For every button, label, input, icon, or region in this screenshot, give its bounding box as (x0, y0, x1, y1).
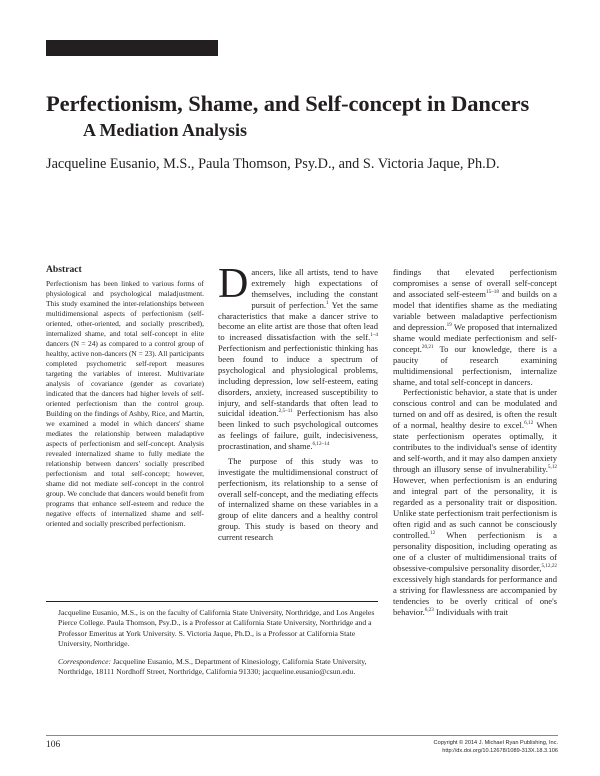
citation: 19 (446, 321, 452, 328)
text-run: Perfectionism and perfectionistic thinking has been found to induce a spectrum of psychological and physiological problems, including depression, low self-esteem, eating disorders, anxiety, increased susceptibility to injury, and self-standards that often lead to suicidal ideation. (218, 343, 378, 419)
footer-divider (46, 735, 558, 736)
citation: 20,21 (421, 343, 434, 350)
citation: 6,23 (424, 606, 434, 613)
continued-paragraph (393, 267, 557, 387)
abstract-body (46, 279, 204, 529)
citation: 6,12–14 (312, 441, 330, 448)
text-run: Yet the same characteristics that make a dancer strive to become an elite artist are those that often lead to increased dissatisfaction with the self. (218, 299, 378, 343)
copyright-block (434, 739, 558, 755)
doi-link[interactable]: http://dx.doi.org/10.12678/1089-313X.18.3.106 (442, 748, 558, 754)
text-run: findings that elevated perfectionism compromises a sense of overall self-concept and associated self-esteem (393, 267, 557, 299)
abstract-text: Perfectionism has been linked to various forms of physiological and psychological maladjustment. This study examined the inter-relationships between multidimensional aspects of perfectionism (self-oriented, other-oriented, and socially prescribed), internalized shame, and total self-concept in elite dancers (N = 24) as compared to a control group of healthy, active non-dancers (N = 23). All participants completed psychometric self-report measures targeting the variables of interest. Multivariate analysis of covariance (gender as covariate) indicated that the dancers had higher levels of self-oriented perfectionism than the control group. Building on the findings of Ashby, Rice, and Martin, we examined a model in which dancers' shame mediates the relationship between maladaptive aspects of perfectionism and self-concept. Analysis revealed internalized shame to fully mediate the relationship between dancers' socially prescribed perfectionism and total self-concept; however, shame did not mediate self-concept in the control group. We conclude that dancers would benefit from programs that enhance self-esteem and reduce the negative effects of internalized shame and self-oriented and socially prescribed perfectionism. (46, 279, 204, 528)
affiliation-text: Jacqueline Eusanio, M.S., is on the faculty of California State University, Northridge, and Los Angeles Pierce College. Paula Thomson, Psy.D., is a Professor at California State University, Northridge and a Professor Emeritus at York University. S. Victoria Jaque, Ph.D., is a Professor at California State University, Northridge. (58, 608, 375, 649)
article-title: Perfectionism, Shame, and Self-concept in Dancers (46, 91, 530, 116)
text-run: ancers, like all artists, tend to have extremely high expectations of themselves, including the constant pursuit of perfection. (251, 267, 378, 310)
copyright-notice: Copyright © 2014 J. Michael Ryan Publishing, Inc. (433, 740, 558, 746)
text-run: When state perfectionism operates optimally, it contributes to the individual's sense of identity and self-worth, and it may also dampen anxiety through an illusory sense of invulnerability. (393, 420, 557, 475)
text-run: Perfectionistic behavior, a state that is under conscious control and can be modulated and turned on and off as desired, is often the result of a normal, healthy desire to excel. (393, 387, 557, 431)
text-run: Perfectionism has also been linked to such psychological outcomes as feelings of failure, guilt, indecisiveness, procrastination, and shame. (218, 408, 378, 451)
text-run: and builds on a model that identifies shame as the mediating variable between maladaptive perfectionism and depression. (393, 288, 557, 332)
citation: 1–4 (370, 332, 378, 339)
perfectionism-paragraph (393, 387, 557, 617)
body-column-2 (393, 267, 557, 618)
citation: 1 (326, 299, 329, 306)
text-run: Individuals with trait (433, 606, 509, 617)
text-run: However, when perfectionism is an enduring and integral part of the personality, it is regarded as a personality trait or disposition. Unlike state perfectionism trait perfectionism is often rigid and as such cannot be consciously controlled. (393, 475, 557, 540)
header-bar (46, 40, 218, 56)
citation: 6,12 (524, 420, 534, 427)
body-column-1 (218, 261, 378, 543)
purpose-paragraph: The purpose of this study was to investigate the multidimensional construct of perfectionism, its relationship to a sense of overall self-concept, and the mediating effects of internalized shame on these variables in a group of elite dancers and a healthy control group. This study is based on theory and current research (218, 455, 378, 542)
affiliation-block (58, 608, 376, 677)
text-run: We proposed that internalized shame would mediate perfectionism and self-concept. (393, 321, 557, 354)
abstract-heading: Abstract (46, 264, 82, 275)
text-run: excessively high standards for performance and a striving for flawlessness are accompanied by tendencies to be overly critical of one's behavior. (393, 573, 557, 617)
correspondence-label: Correspondence: (58, 656, 112, 666)
affiliation-divider (46, 601, 378, 602)
intro-paragraph (218, 261, 378, 452)
citation: 2,5–11 (278, 408, 293, 415)
article-subtitle: A Mediation Analysis (83, 120, 248, 140)
correspondence-text (58, 657, 376, 678)
text-run: When perfectionism is a personality disposition, including operating as one of a cluster of multidimensional traits of obsessive-compulsive personality disorder, (393, 529, 557, 573)
citation: 5,12 (547, 464, 557, 471)
author-list: Jacqueline Eusanio, M.S., Paula Thomson, Psy.D., and S. Victoria Jaque, Ph.D. (46, 156, 500, 172)
citation: 12 (430, 530, 436, 537)
page-number: 106 (46, 740, 61, 750)
citation: 5,12,22 (541, 562, 557, 569)
citation: 15–18 (485, 289, 499, 296)
correspondence-address: Jacqueline Eusanio, M.S., Department of Kinesiology, California State University, Northridge, 18111 Nordhoff Street, Northridge, California 91330; jacqueline.eusanio@csun.edu. (58, 656, 367, 677)
text-run: To our knowledge, there is a paucity of research examining multidimensional perfectionism, internalize shame, and total self-concept in dancers. (393, 343, 557, 387)
drop-cap: D (218, 261, 249, 307)
